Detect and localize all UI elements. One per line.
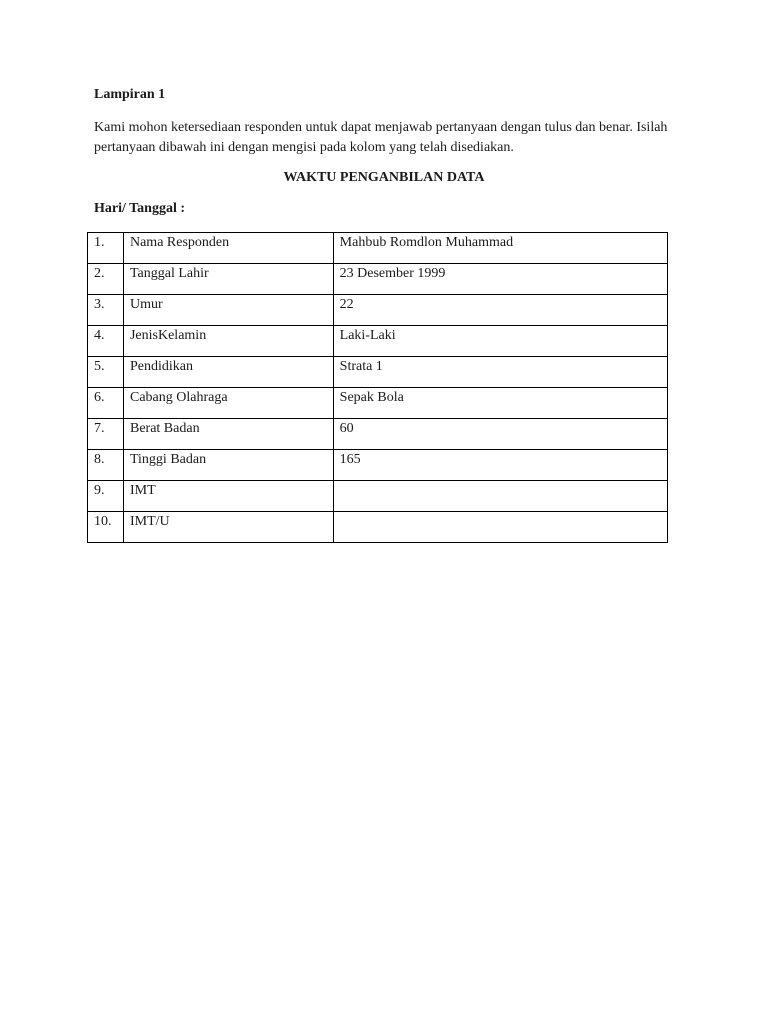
field-label: Berat Badan	[123, 419, 333, 450]
row-number: 10.	[88, 512, 124, 543]
respondent-table	[87, 232, 668, 543]
field-value: 165	[333, 450, 667, 481]
table-row	[88, 419, 668, 450]
table-row	[88, 233, 668, 264]
table-row	[88, 388, 668, 419]
field-value: 60	[333, 419, 667, 450]
intro-paragraph: Kami mohon ketersediaan responden untuk dapat menjawab pertanyaan dengan tulus dan benar. Isilah pertanyaan dibawah ini dengan mengisi pada kolom yang telah disediakan.	[94, 120, 668, 155]
field-label: Tanggal Lahir	[123, 264, 333, 295]
field-label: IMT	[123, 481, 333, 512]
field-value: Mahbub Romdlon Muhammad	[333, 233, 667, 264]
row-number: 4.	[88, 326, 124, 357]
field-label: Cabang Olahraga	[123, 388, 333, 419]
field-label: Tinggi Badan	[123, 450, 333, 481]
row-number: 7.	[88, 419, 124, 450]
field-value	[333, 512, 667, 543]
field-label: Nama Responden	[123, 233, 333, 264]
field-value: Strata 1	[333, 357, 667, 388]
table-row	[88, 450, 668, 481]
table-row	[88, 326, 668, 357]
row-number: 9.	[88, 481, 124, 512]
row-number: 5.	[88, 357, 124, 388]
date-label: Hari/ Tanggal :	[94, 201, 186, 216]
field-value: Laki-Laki	[333, 326, 667, 357]
row-number: 3.	[88, 295, 124, 326]
row-number: 8.	[88, 450, 124, 481]
field-label: IMT/U	[123, 512, 333, 543]
field-value	[333, 481, 667, 512]
document-heading: Lampiran 1	[94, 87, 166, 102]
row-number: 1.	[88, 233, 124, 264]
table-row	[88, 481, 668, 512]
row-number: 2.	[88, 264, 124, 295]
section-title	[0, 170, 768, 186]
field-label: JenisKelamin	[123, 326, 333, 357]
field-value: 23 Desember 1999	[333, 264, 667, 295]
field-value: 22	[333, 295, 667, 326]
table-row	[88, 295, 668, 326]
field-label: Pendidikan	[123, 357, 333, 388]
row-number: 6.	[88, 388, 124, 419]
section-title-text: WAKTU PENGANBILAN DATA	[283, 170, 485, 185]
field-value: Sepak Bola	[333, 388, 667, 419]
table-row	[88, 264, 668, 295]
field-label: Umur	[123, 295, 333, 326]
table-row	[88, 357, 668, 388]
table-row	[88, 512, 668, 543]
